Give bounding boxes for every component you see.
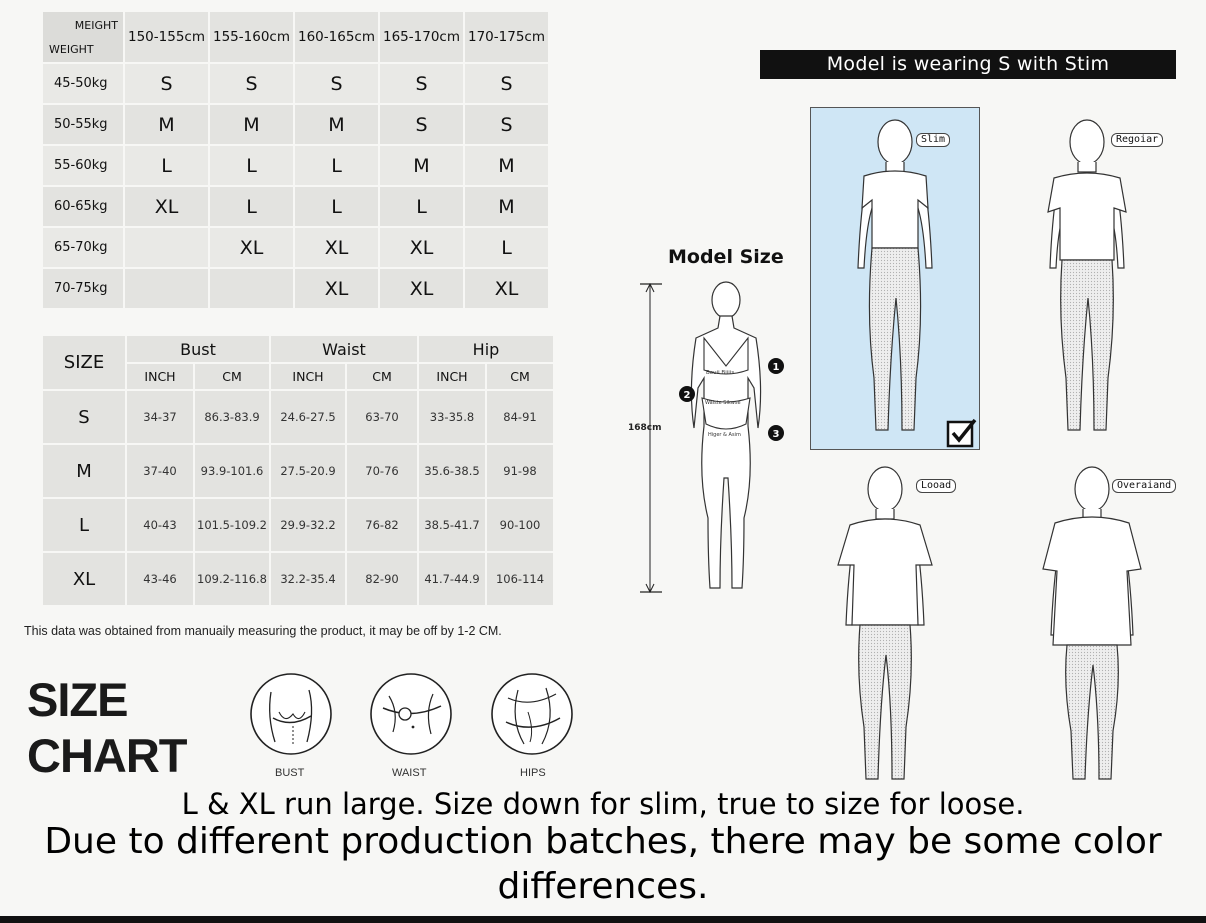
measurement-cell: 101.5-109.2 bbox=[195, 499, 269, 551]
waist-group-header: Waist bbox=[271, 336, 417, 362]
slim-fit-figure bbox=[838, 118, 958, 443]
size-label: L bbox=[43, 499, 125, 551]
waist-label: WAIST bbox=[392, 767, 427, 779]
unit-header: CM bbox=[347, 364, 417, 389]
height-header: 165-170cm bbox=[380, 12, 463, 62]
height-header: 160-165cm bbox=[295, 12, 378, 62]
model-size-title: Model Size bbox=[668, 246, 784, 268]
bust-line-label: Bouii Biiiis bbox=[706, 370, 735, 376]
measurement-cell: 38.5-41.7 bbox=[419, 499, 485, 551]
bust-measure-icon bbox=[249, 672, 333, 756]
unit-header: INCH bbox=[271, 364, 345, 389]
measurement-row bbox=[43, 553, 553, 605]
size-cell: L bbox=[295, 146, 378, 185]
fit-label-slim: Slim bbox=[916, 133, 950, 147]
weight-height-size-grid bbox=[41, 10, 550, 310]
model-size-figure bbox=[628, 278, 788, 598]
model-height-label: 168cm bbox=[628, 423, 662, 433]
size-cell: XL bbox=[295, 228, 378, 267]
regular-fit-figure bbox=[1030, 118, 1150, 443]
measurement-cell: 106-114 bbox=[487, 553, 553, 605]
corner-bottom-label: WEIGHT bbox=[49, 43, 94, 56]
size-cell bbox=[125, 269, 208, 308]
grid-row bbox=[43, 187, 548, 226]
size-label: M bbox=[43, 445, 125, 497]
weight-label: 70-75kg bbox=[43, 269, 123, 308]
measurement-cell: 86.3-83.9 bbox=[195, 391, 269, 443]
height-header: 170-175cm bbox=[465, 12, 548, 62]
grid-row bbox=[43, 269, 548, 308]
measurement-cell: 29.9-32.2 bbox=[271, 499, 345, 551]
measurement-cell: 109.2-116.8 bbox=[195, 553, 269, 605]
size-column-header: SIZE bbox=[43, 336, 125, 389]
measurement-row bbox=[43, 391, 553, 443]
size-cell: XL bbox=[125, 187, 208, 226]
size-cell: S bbox=[210, 64, 293, 103]
size-label: XL bbox=[43, 553, 125, 605]
measurement-cell: 91-98 bbox=[487, 445, 553, 497]
fit-label-loose: Looad bbox=[916, 479, 956, 493]
waist-line-label: Waiste Sikwse bbox=[705, 400, 741, 406]
size-cell: S bbox=[380, 64, 463, 103]
measurement-cell: 37-40 bbox=[127, 445, 193, 497]
size-cell: XL bbox=[380, 269, 463, 308]
bust-group-header: Bust bbox=[127, 336, 269, 362]
size-cell: M bbox=[125, 105, 208, 144]
measurement-cell: 33-35.8 bbox=[419, 391, 485, 443]
weight-label: 55-60kg bbox=[43, 146, 123, 185]
grid-row bbox=[43, 105, 548, 144]
weight-label: 65-70kg bbox=[43, 228, 123, 267]
marker-1: 1 bbox=[772, 362, 780, 373]
measurement-cell: 40-43 bbox=[127, 499, 193, 551]
size-cell: S bbox=[465, 64, 548, 103]
bottom-bar bbox=[0, 916, 1206, 923]
size-cell: M bbox=[295, 105, 378, 144]
fit-label-oversized: Overaiand bbox=[1112, 479, 1176, 493]
size-cell bbox=[210, 269, 293, 308]
weight-label: 60-65kg bbox=[43, 187, 123, 226]
hip-line-label: Higer & Asim bbox=[708, 432, 741, 438]
measurement-row bbox=[43, 445, 553, 497]
selected-check-icon bbox=[946, 418, 978, 448]
size-cell: M bbox=[465, 187, 548, 226]
corner-top-label: MEIGHT bbox=[74, 19, 118, 32]
measurement-cell: 34-37 bbox=[127, 391, 193, 443]
grid-corner bbox=[43, 12, 123, 62]
weight-label: 45-50kg bbox=[43, 64, 123, 103]
size-label: S bbox=[43, 391, 125, 443]
height-header: 155-160cm bbox=[210, 12, 293, 62]
size-cell: M bbox=[465, 146, 548, 185]
size-cell: L bbox=[465, 228, 548, 267]
oversized-fit-figure bbox=[1035, 465, 1155, 790]
unit-header: INCH bbox=[419, 364, 485, 389]
measurement-cell: 32.2-35.4 bbox=[271, 553, 345, 605]
size-cell: S bbox=[295, 64, 378, 103]
size-chart-title bbox=[27, 672, 186, 784]
size-cell: M bbox=[380, 146, 463, 185]
measurement-cell: 35.6-38.5 bbox=[419, 445, 485, 497]
measurement-row bbox=[43, 499, 553, 551]
hips-label: HIPS bbox=[520, 767, 546, 779]
size-cell: L bbox=[380, 187, 463, 226]
marker-3: 3 bbox=[772, 429, 780, 440]
hips-measure-icon bbox=[490, 672, 574, 756]
measurement-cell: 41.7-44.9 bbox=[419, 553, 485, 605]
size-cell: XL bbox=[210, 228, 293, 267]
unit-header: INCH bbox=[127, 364, 193, 389]
model-wearing-banner: Model is wearing S with Stim bbox=[760, 50, 1176, 79]
size-cell: L bbox=[210, 146, 293, 185]
measurement-cell: 76-82 bbox=[347, 499, 417, 551]
fit-label-regular: Regoiar bbox=[1111, 133, 1163, 147]
size-cell: L bbox=[295, 187, 378, 226]
measurement-cell: 24.6-27.5 bbox=[271, 391, 345, 443]
size-cell: M bbox=[210, 105, 293, 144]
measurement-cell: 63-70 bbox=[347, 391, 417, 443]
measurement-cell: 27.5-20.9 bbox=[271, 445, 345, 497]
size-cell bbox=[125, 228, 208, 267]
waist-measure-icon bbox=[369, 672, 453, 756]
title-line: SIZE bbox=[27, 673, 128, 726]
grid-row bbox=[43, 146, 548, 185]
weight-label: 50-55kg bbox=[43, 105, 123, 144]
grid-row bbox=[43, 64, 548, 103]
size-cell: XL bbox=[380, 228, 463, 267]
measurement-cell: 90-100 bbox=[487, 499, 553, 551]
size-cell: XL bbox=[465, 269, 548, 308]
measurement-cell: 82-90 bbox=[347, 553, 417, 605]
grid-row bbox=[43, 228, 548, 267]
height-header: 150-155cm bbox=[125, 12, 208, 62]
bust-label: BUST bbox=[275, 767, 305, 779]
size-cell: XL bbox=[295, 269, 378, 308]
marker-2: 2 bbox=[683, 390, 691, 401]
size-cell: S bbox=[380, 105, 463, 144]
unit-header: CM bbox=[195, 364, 269, 389]
measurement-cell: 43-46 bbox=[127, 553, 193, 605]
color-disclaimer-line2: differences. bbox=[497, 866, 709, 907]
measurement-cell: 84-91 bbox=[487, 391, 553, 443]
unit-header: CM bbox=[487, 364, 553, 389]
size-cell: S bbox=[125, 64, 208, 103]
loose-fit-figure bbox=[828, 465, 948, 790]
color-disclaimer-line1: Due to different production batches, there may be some color bbox=[44, 821, 1162, 862]
measurement-cell: 93.9-101.6 bbox=[195, 445, 269, 497]
fit-advice-text: L & XL run large. Size down for slim, true to size for loose. bbox=[181, 787, 1025, 821]
size-cell: L bbox=[210, 187, 293, 226]
size-cell: S bbox=[465, 105, 548, 144]
measurement-cell: 70-76 bbox=[347, 445, 417, 497]
title-line: CHART bbox=[27, 729, 187, 782]
size-cell: L bbox=[125, 146, 208, 185]
measurements-table bbox=[41, 334, 555, 607]
hip-group-header: Hip bbox=[419, 336, 553, 362]
measurement-disclaimer: This data was obtained from manuaily measuring the product, it may be off by 1-2 CM. bbox=[24, 624, 502, 638]
